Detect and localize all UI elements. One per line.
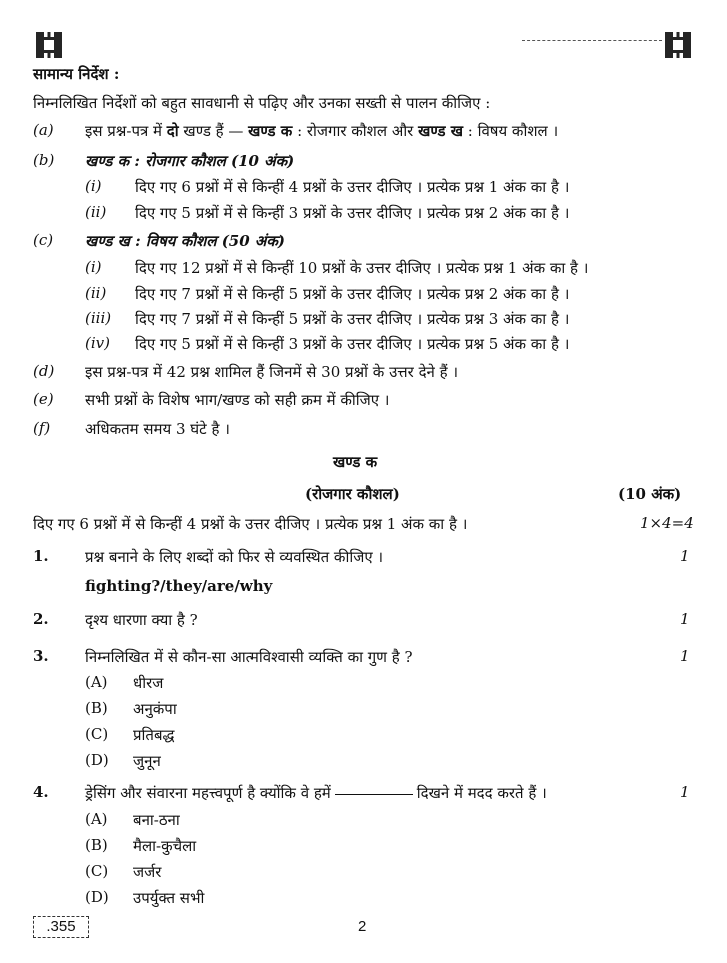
item-label-a: (a) bbox=[33, 121, 54, 139]
item-b-ii-label: (ii) bbox=[85, 203, 107, 221]
question-text: निम्नलिखित में से कौन-सा आत्मविश्वासी व्यक्ति का गुण है ? bbox=[85, 648, 413, 666]
item-b-ii-text: दिए गए 5 प्रश्नों में से किन्हीं 3 प्रश्नों के उत्तर दीजिए । प्रत्येक प्रश्न 2 अंक का है । bbox=[135, 204, 570, 222]
option-label: (A) bbox=[85, 810, 108, 828]
option-text: जर्जर bbox=[133, 863, 162, 881]
option-text: धीरज bbox=[133, 674, 164, 692]
item-label-d: (d) bbox=[33, 362, 55, 380]
option-text: अनुकंपा bbox=[133, 700, 177, 718]
item-b-i-text: दिए गए 6 प्रश्नों में से किन्हीं 4 प्रश्नों के उत्तर दीजिए । प्रत्येक प्रश्न 1 अंक का है । bbox=[135, 178, 570, 196]
item-e-text: सभी प्रश्नों के विशेष भाग/खण्ड को सही क्रम में कीजिए । bbox=[85, 391, 390, 409]
qr-code-icon bbox=[36, 32, 62, 58]
option-label: (B) bbox=[85, 699, 108, 717]
option-text: जुनून bbox=[133, 752, 161, 770]
section-subtitle: (रोजगार कौशल) bbox=[305, 485, 400, 503]
section-instruction-marks: 1×4=4 bbox=[640, 514, 694, 532]
instructions-intro: निम्नलिखित निर्देशों को बहुत सावधानी से पढ़िए और उनका सख्ती से पालन कीजिए : bbox=[33, 94, 491, 112]
option-label: (D) bbox=[85, 751, 109, 769]
item-c-iii-text: दिए गए 7 प्रश्नों में से किन्हीं 5 प्रश्नों के उत्तर दीजिए । प्रत्येक प्रश्न 3 अंक का है । bbox=[135, 310, 570, 328]
question-number: 2. bbox=[33, 610, 49, 628]
question-text: ड्रेसिंग और संवारना महत्त्वपूर्ण है क्योंकि वे हमें दिखने में मदद करते हैं । bbox=[85, 784, 547, 802]
option-text: बना-ठना bbox=[133, 811, 180, 829]
section-title: खण्ड क bbox=[333, 453, 378, 471]
question-marks: 1 bbox=[680, 783, 690, 801]
question-number: 3. bbox=[33, 647, 49, 665]
item-c-iii-label: (iii) bbox=[85, 309, 112, 327]
option-label: (D) bbox=[85, 888, 109, 906]
item-b-i-label: (i) bbox=[85, 177, 102, 195]
page-number: 2 bbox=[358, 918, 367, 935]
question-text: दृश्य धारणा क्या है ? bbox=[85, 611, 198, 629]
question-marks: 1 bbox=[680, 547, 690, 565]
item-label-f: (f) bbox=[33, 419, 51, 437]
item-c-iv-text: दिए गए 5 प्रश्नों में से किन्हीं 3 प्रश्नों के उत्तर दीजिए । प्रत्येक प्रश्न 5 अंक का है । bbox=[135, 335, 570, 353]
question-extra: fighting?/they/are/why bbox=[85, 577, 273, 595]
option-text: प्रतिबद्ध bbox=[133, 726, 175, 744]
item-c-heading: खण्ड ख : विषय कौशल (50 अंक) bbox=[85, 232, 285, 250]
qr-code-icon bbox=[665, 32, 691, 58]
question-marks: 1 bbox=[680, 610, 690, 628]
paper-code: .355 bbox=[33, 916, 89, 938]
item-c-iv-label: (iv) bbox=[85, 334, 110, 352]
question-number: 4. bbox=[33, 783, 49, 801]
item-c-ii-label: (ii) bbox=[85, 284, 107, 302]
option-text: मैला-कुचैला bbox=[133, 837, 197, 855]
option-label: (C) bbox=[85, 862, 109, 880]
option-text: उपर्युक्त सभी bbox=[133, 889, 205, 907]
item-c-i-text: दिए गए 12 प्रश्नों में से किन्हीं 10 प्रश्नों के उत्तर दीजिए । प्रत्येक प्रश्न 1 अंक का है । bbox=[135, 259, 589, 277]
option-label: (B) bbox=[85, 836, 108, 854]
answer-blank bbox=[335, 794, 413, 795]
option-label: (C) bbox=[85, 725, 109, 743]
question-marks: 1 bbox=[680, 647, 690, 665]
option-label: (A) bbox=[85, 673, 108, 691]
item-a-text: इस प्रश्न-पत्र में दो खण्ड हैं — खण्ड क : रोजगार कौशल और खण्ड ख : विषय कौशल । bbox=[85, 122, 559, 140]
section-marks: (10 अंक) bbox=[618, 485, 682, 503]
instructions-title: सामान्य निर्देश : bbox=[33, 65, 120, 83]
item-b-heading: खण्ड क : रोजगार कौशल (10 अंक) bbox=[85, 152, 295, 170]
question-number: 1. bbox=[33, 547, 49, 565]
item-label-e: (e) bbox=[33, 390, 54, 408]
item-c-i-label: (i) bbox=[85, 258, 102, 276]
item-c-ii-text: दिए गए 7 प्रश्नों में से किन्हीं 5 प्रश्नों के उत्तर दीजिए । प्रत्येक प्रश्न 2 अंक का है । bbox=[135, 285, 570, 303]
item-f-text: अधिकतम समय 3 घंटे है । bbox=[85, 420, 230, 438]
question-text: प्रश्न बनाने के लिए शब्दों को फिर से व्यवस्थित कीजिए । bbox=[85, 548, 384, 566]
item-label-b: (b) bbox=[33, 151, 55, 169]
item-label-c: (c) bbox=[33, 231, 54, 249]
header-rule bbox=[522, 40, 662, 41]
item-d-text: इस प्रश्न-पत्र में 42 प्रश्न शामिल हैं जिनमें से 30 प्रश्नों के उत्तर देने हैं । bbox=[85, 363, 459, 381]
section-instruction: दिए गए 6 प्रश्नों में से किन्हीं 4 प्रश्नों के उत्तर दीजिए । प्रत्येक प्रश्न 1 अंक का है । bbox=[33, 515, 468, 533]
